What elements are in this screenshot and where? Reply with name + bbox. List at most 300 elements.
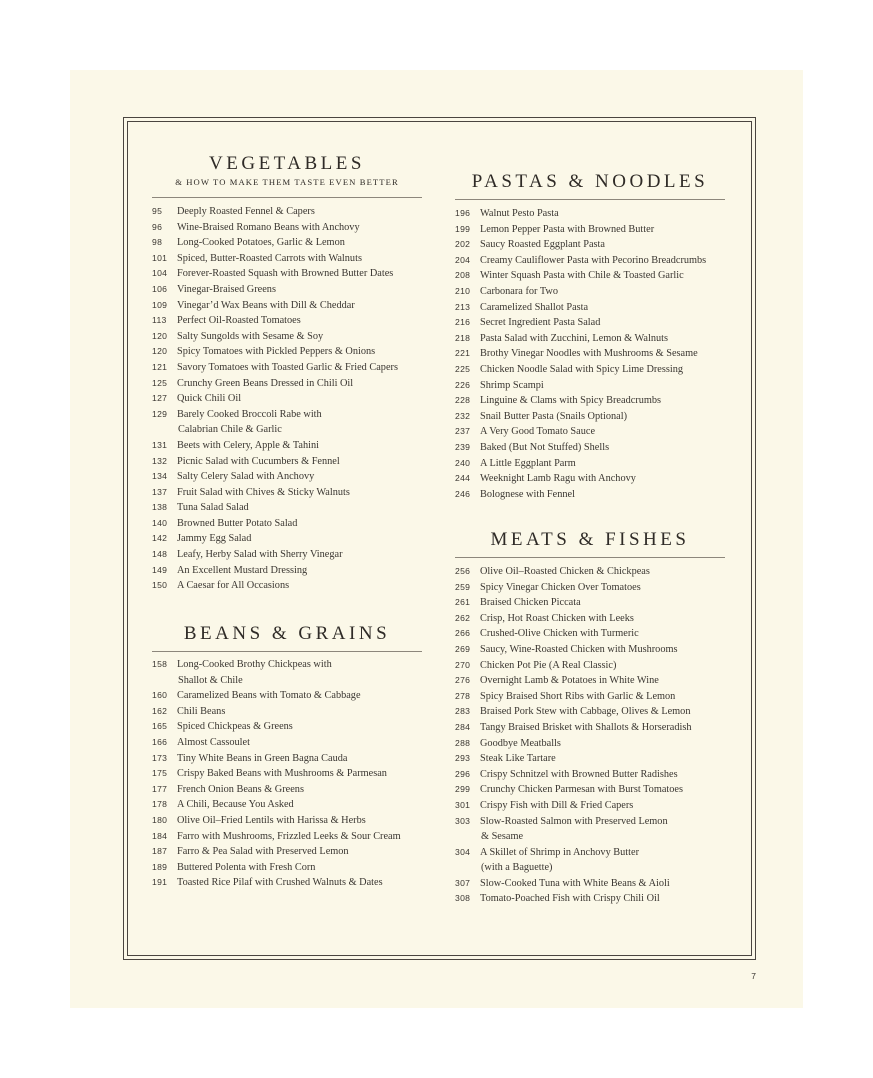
- toc-entry: [455, 268, 725, 284]
- entry-title: [480, 891, 725, 907]
- entry-title-line: Fruit Salad with Chives & Sticky Walnuts: [177, 486, 350, 498]
- toc-entry: [455, 284, 725, 300]
- entry-title-line: Savory Tomatoes with Toasted Garlic & Fried Capers: [177, 361, 398, 373]
- section-beans: [152, 623, 422, 891]
- entry-page-number: 226: [455, 379, 471, 390]
- section-meats: [455, 529, 725, 907]
- entry-page-number: 177: [152, 783, 168, 794]
- entry-page-number: 202: [455, 239, 471, 250]
- toc-entry: [455, 845, 725, 876]
- entry-title: [177, 438, 422, 454]
- entry-page-number: 101: [152, 252, 168, 263]
- entry-title: [177, 500, 422, 516]
- entry-page-number: 213: [455, 301, 471, 312]
- entry-page-number: 304: [455, 846, 471, 857]
- entry-title: [177, 813, 422, 829]
- entry-page-number: 283: [455, 706, 471, 717]
- toc-entry: [455, 471, 725, 487]
- entry-title-continuation: (with a Baguette): [481, 862, 553, 874]
- entry-title: [177, 266, 422, 282]
- entry-title-line: A Chili, Because You Asked: [177, 799, 294, 811]
- entry-page-number: 256: [455, 566, 471, 576]
- entry-title: [177, 875, 422, 891]
- entry-list-beans: [152, 657, 422, 891]
- entry-title: [177, 454, 422, 470]
- entry-title: [480, 658, 725, 674]
- entry-title: [177, 563, 422, 579]
- entry-title: [480, 782, 725, 798]
- toc-entry: [152, 875, 422, 891]
- entry-page-number: 98: [152, 237, 163, 248]
- toc-entry: [455, 611, 725, 627]
- entry-title-line: Wine-Braised Romano Beans with Anchovy: [177, 221, 360, 233]
- entry-title-line: Secret Ingredient Pasta Salad: [480, 317, 601, 329]
- entry-page-number: 131: [152, 439, 168, 450]
- entry-page-number: 308: [455, 893, 471, 904]
- entry-page-number: 288: [455, 737, 471, 748]
- entry-title: [177, 766, 422, 782]
- entry-title: [177, 797, 422, 813]
- toc-entry: [455, 891, 725, 907]
- entry-title-line: Linguine & Clams with Spicy Breadcrumbs: [480, 395, 662, 407]
- entry-page-number: 148: [152, 549, 168, 560]
- entry-page-number: 261: [455, 597, 471, 608]
- entry-title-line: Buttered Polenta with Fresh Corn: [177, 861, 316, 873]
- entry-title-line: Baked (But Not Stuffed) Shells: [480, 441, 610, 453]
- toc-entry: [455, 564, 725, 580]
- entry-title: [480, 704, 725, 720]
- entry-title-line: Spiced, Butter-Roasted Carrots with Walnuts: [177, 252, 362, 264]
- entry-title-continuation: & Sesame: [481, 831, 524, 843]
- entry-page-number: 134: [152, 471, 168, 482]
- entry-title: [480, 673, 725, 689]
- entry-title: [480, 471, 725, 487]
- entry-title-line: Goodbye Meatballs: [480, 737, 561, 749]
- entry-title: [177, 844, 422, 860]
- entry-title-line: A Skillet of Shrimp in Anchovy Butter: [480, 846, 640, 858]
- entry-title: [480, 222, 725, 238]
- toc-entry: [152, 376, 422, 392]
- entry-page-number: 150: [152, 580, 168, 591]
- toc-entry: [455, 440, 725, 456]
- entry-title: [480, 845, 725, 876]
- entry-page-number: 270: [455, 659, 471, 670]
- entry-title-line: Chili Beans: [177, 705, 226, 717]
- toc-entry: [152, 251, 422, 267]
- entry-title: [177, 782, 422, 798]
- toc-entry: [455, 658, 725, 674]
- entry-title: [177, 829, 422, 845]
- entry-title: [177, 251, 422, 267]
- toc-entry: [152, 719, 422, 735]
- entry-title-line: Picnic Salad with Cucumbers & Fennel: [177, 455, 340, 467]
- entry-page-number: 262: [455, 612, 471, 623]
- toc-entry: [455, 206, 725, 222]
- entry-title-line: Crisp, Hot Roast Chicken with Leeks: [480, 612, 634, 624]
- entry-page-number: 269: [455, 643, 471, 654]
- entry-page-number: 187: [152, 846, 168, 857]
- entry-title-line: Crispy Fish with Dill & Fried Capers: [480, 799, 634, 811]
- entry-title-line: Lemon Pepper Pasta with Browned Butter: [480, 223, 655, 235]
- entry-title: [480, 424, 725, 440]
- entry-page-number: 189: [152, 861, 168, 872]
- entry-title-line: Browned Butter Potato Salad: [177, 517, 298, 529]
- entry-title: [480, 456, 725, 472]
- toc-entry: [152, 829, 422, 845]
- toc-entry: [152, 220, 422, 236]
- entry-title: [177, 704, 422, 720]
- toc-entry: [152, 485, 422, 501]
- entry-title-line: Long-Cooked Brothy Chickpeas with: [177, 659, 332, 670]
- entry-page-number: 196: [455, 208, 471, 218]
- entry-title-line: Tomato-Poached Fish with Crispy Chili Oil: [480, 893, 660, 905]
- entry-title: [177, 516, 422, 532]
- entry-title: [177, 329, 422, 345]
- entry-title-line: Tuna Salad Salad: [177, 502, 249, 514]
- entry-page-number: 113: [152, 315, 167, 326]
- entry-title-line: Tiny White Beans in Green Bagna Cauda: [177, 752, 348, 764]
- entry-title-continuation: Shallot & Chile: [178, 674, 243, 686]
- entry-title: [480, 595, 725, 611]
- entry-page-number: 221: [455, 348, 471, 359]
- entry-title: [177, 360, 422, 376]
- entry-title: [480, 487, 725, 503]
- entry-title: [480, 378, 725, 394]
- entry-page-number: 228: [455, 395, 471, 406]
- entry-title-line: Caramelized Beans with Tomato & Cabbage: [177, 690, 361, 702]
- entry-page-number: 191: [152, 877, 168, 888]
- toc-entry: [455, 409, 725, 425]
- entry-title-line: Spicy Vinegar Chicken Over Tomatoes: [480, 581, 641, 593]
- entry-title: [177, 547, 422, 563]
- entry-title-line: French Onion Beans & Greens: [177, 783, 304, 795]
- page-number: 7: [751, 971, 756, 981]
- entry-title-line: Vinegar-Braised Greens: [177, 283, 276, 295]
- entry-title: [177, 298, 422, 314]
- entry-title-line: Pasta Salad with Zucchini, Lemon & Walnuts: [480, 332, 669, 344]
- entry-list-pastas: [455, 206, 725, 502]
- toc-entry: [455, 487, 725, 503]
- section-title-pastas: PASTAS & NOODLES: [471, 171, 709, 192]
- entry-title-line: Vinegar’d Wax Beans with Dill & Cheddar: [177, 299, 355, 311]
- entry-title-line: Beets with Celery, Apple & Tahini: [177, 439, 319, 451]
- toc-entry: [152, 563, 422, 579]
- toc-entry: [455, 378, 725, 394]
- entry-title-line: Tangy Braised Brisket with Shallots & Horseradish: [480, 721, 692, 733]
- entry-page-number: 132: [152, 455, 168, 466]
- entry-list-meats: [455, 564, 725, 907]
- toc-entry: [152, 578, 422, 594]
- entry-page-number: 120: [152, 346, 168, 357]
- entry-title: [480, 440, 725, 456]
- toc-entry: [455, 424, 725, 440]
- entry-page-number: 96: [152, 221, 163, 232]
- entry-title: [177, 344, 422, 360]
- section-subtitle-vegetables: & HOW TO MAKE THEM TASTE EVEN BETTER: [175, 177, 399, 187]
- entry-page-number: 149: [152, 564, 168, 575]
- toc-entry: [152, 782, 422, 798]
- entry-title-line: Toasted Rice Pilaf with Crushed Walnuts & Dates: [177, 877, 383, 889]
- entry-page-number: 246: [455, 488, 471, 499]
- entry-title: [177, 719, 422, 735]
- entry-title: [480, 253, 725, 269]
- entry-page-number: 204: [455, 254, 471, 265]
- entry-title-line: Chicken Noodle Salad with Spicy Lime Dressing: [480, 363, 684, 375]
- entry-title-line: Perfect Oil-Roasted Tomatoes: [177, 315, 301, 327]
- entry-title: [177, 735, 422, 751]
- entry-title: [177, 469, 422, 485]
- entry-title: [177, 657, 422, 688]
- toc-entry: [152, 657, 422, 688]
- entry-page-number: 162: [152, 705, 168, 716]
- entry-title: [480, 580, 725, 596]
- toc-entry: [152, 547, 422, 563]
- entry-page-number: 296: [455, 768, 471, 779]
- toc-entry: [152, 454, 422, 470]
- toc-entry: [455, 876, 725, 892]
- entry-title: [177, 578, 422, 594]
- toc-entry: [455, 689, 725, 705]
- entry-title-line: Chicken Pot Pie (A Real Classic): [480, 659, 617, 671]
- entry-title-line: Snail Butter Pasta (Snails Optional): [480, 410, 628, 422]
- entry-page-number: 137: [152, 486, 168, 497]
- section-rule: [455, 199, 725, 200]
- section-title-vegetables: VEGETABLES: [209, 153, 365, 174]
- entry-title-line: Overnight Lamb & Potatoes in White Wine: [480, 675, 659, 687]
- toc-entry: [152, 704, 422, 720]
- entry-page-number: 266: [455, 628, 471, 639]
- entry-title: [480, 362, 725, 378]
- toc-entry: [152, 766, 422, 782]
- entry-title-line: Salty Sungolds with Sesame & Soy: [177, 330, 324, 342]
- entry-title: [177, 860, 422, 876]
- entry-title-line: Leafy, Herby Salad with Sherry Vinegar: [177, 549, 343, 561]
- entry-title-line: Braised Pork Stew with Cabbage, Olives & Lemon: [480, 706, 691, 718]
- entry-title-line: Barely Cooked Broccoli Rabe with: [177, 408, 322, 420]
- entry-title-line: Slow-Roasted Salmon with Preserved Lemon: [480, 815, 668, 827]
- entry-page-number: 160: [152, 690, 168, 701]
- entry-page-number: 165: [152, 721, 168, 732]
- section-rule: [152, 651, 422, 652]
- entry-page-number: 120: [152, 330, 168, 341]
- entry-page-number: 129: [152, 408, 168, 419]
- toc-entry: [152, 329, 422, 345]
- entry-title: [177, 485, 422, 501]
- entry-title: [480, 720, 725, 736]
- entry-title-line: Saucy, Wine-Roasted Chicken with Mushrooms: [480, 643, 678, 655]
- toc-entry: [152, 688, 422, 704]
- section-title-beans: BEANS & GRAINS: [183, 623, 391, 644]
- entry-page-number: 180: [152, 814, 168, 825]
- entry-title: [480, 767, 725, 783]
- entry-title-line: Quick Chili Oil: [177, 393, 242, 405]
- book-page: [70, 70, 803, 1008]
- entry-page-number: 125: [152, 377, 168, 388]
- entry-page-number: 104: [152, 268, 168, 279]
- entry-page-number: 95: [152, 206, 163, 216]
- entry-page-number: 301: [455, 799, 471, 810]
- entry-title: [177, 220, 422, 236]
- entry-title-line: Salty Celery Salad with Anchovy: [177, 471, 315, 483]
- toc-entry: [455, 767, 725, 783]
- toc-entry: [152, 860, 422, 876]
- toc-entry: [455, 814, 725, 845]
- entry-title: [177, 204, 422, 220]
- entry-title-line: Spiced Chickpeas & Greens: [177, 721, 293, 733]
- entry-page-number: 225: [455, 363, 471, 374]
- entry-title-line: Farro with Mushrooms, Frizzled Leeks & Sour Cream: [177, 830, 401, 842]
- entry-title-line: Deeply Roasted Fennel & Capers: [177, 206, 315, 217]
- entry-title-line: A Caesar for All Occasions: [177, 580, 290, 592]
- entry-page-number: 158: [152, 659, 168, 669]
- entry-title: [480, 626, 725, 642]
- section-pastas: [455, 171, 725, 502]
- toc-entry: [152, 735, 422, 751]
- entry-title-line: Spicy Braised Short Ribs with Garlic & Lemon: [480, 690, 676, 702]
- entry-page-number: 299: [455, 784, 471, 795]
- toc-entry: [152, 282, 422, 298]
- entry-title: [177, 313, 422, 329]
- entry-page-number: 278: [455, 690, 471, 701]
- entry-page-number: 284: [455, 721, 471, 732]
- entry-page-number: 244: [455, 473, 471, 484]
- toc-entry: [455, 300, 725, 316]
- entry-page-number: 303: [455, 815, 471, 826]
- entry-title: [480, 268, 725, 284]
- toc-entry: [455, 362, 725, 378]
- entry-page-number: 121: [152, 361, 168, 372]
- entry-title-line: Crunchy Green Beans Dressed in Chili Oil: [177, 377, 354, 389]
- toc-entry: [455, 393, 725, 409]
- entry-title: [177, 531, 422, 547]
- entry-title: [177, 407, 422, 438]
- entry-title: [177, 282, 422, 298]
- entry-title-line: Jammy Egg Salad: [177, 533, 252, 545]
- entry-title-line: Walnut Pesto Pasta: [480, 208, 559, 219]
- entry-title-line: Slow-Cooked Tuna with White Beans & Aioli: [480, 877, 670, 889]
- entry-page-number: 175: [152, 768, 168, 779]
- toc-entry: [455, 595, 725, 611]
- section-rule: [455, 557, 725, 558]
- entry-title-line: Caramelized Shallot Pasta: [480, 301, 589, 313]
- entry-title: [480, 284, 725, 300]
- toc-entry: [455, 580, 725, 596]
- entry-list-vegetables: [152, 204, 422, 594]
- entry-title-line: Forever-Roasted Squash with Browned Butter Dates: [177, 268, 394, 280]
- toc-entry: [455, 456, 725, 472]
- entry-title: [177, 751, 422, 767]
- entry-title-line: Long-Cooked Potatoes, Garlic & Lemon: [177, 237, 345, 249]
- entry-page-number: 259: [455, 581, 471, 592]
- entry-title-continuation: Calabrian Chile & Garlic: [178, 424, 282, 436]
- toc-entry: [455, 222, 725, 238]
- entry-title-line: Carbonara for Two: [480, 285, 559, 297]
- toc-entry: [455, 642, 725, 658]
- toc-entry: [455, 751, 725, 767]
- toc-entry: [152, 344, 422, 360]
- entry-page-number: 106: [152, 283, 168, 294]
- entry-title: [480, 346, 725, 362]
- entry-title: [177, 235, 422, 251]
- toc-entry: [152, 438, 422, 454]
- entry-title: [480, 331, 725, 347]
- entry-title: [480, 206, 725, 222]
- entry-page-number: 140: [152, 517, 168, 528]
- toc-entry: [455, 798, 725, 814]
- toc-entry: [152, 469, 422, 485]
- toc-entry: [152, 266, 422, 282]
- toc-entry: [455, 237, 725, 253]
- entry-title-line: Brothy Vinegar Noodles with Mushrooms & Sesame: [480, 348, 698, 360]
- toc-entry: [455, 704, 725, 720]
- entry-title: [480, 393, 725, 409]
- entry-page-number: 210: [455, 285, 471, 296]
- section-title-meats: MEATS & FISHES: [490, 529, 690, 550]
- entry-page-number: 138: [152, 502, 168, 513]
- entry-title: [480, 611, 725, 627]
- entry-title: [480, 409, 725, 425]
- entry-page-number: 240: [455, 457, 471, 468]
- entry-title-line: Saucy Roasted Eggplant Pasta: [480, 239, 605, 251]
- entry-page-number: 218: [455, 332, 471, 343]
- entry-title-line: Steak Like Tartare: [480, 753, 556, 765]
- entry-page-number: 276: [455, 675, 471, 686]
- toc-entry: [455, 331, 725, 347]
- entry-page-number: 199: [455, 223, 471, 234]
- toc-entry: [455, 346, 725, 362]
- toc-entry: [152, 360, 422, 376]
- entry-title-line: A Little Eggplant Parm: [480, 457, 576, 469]
- entry-title: [480, 564, 725, 580]
- entry-title: [480, 736, 725, 752]
- entry-page-number: 307: [455, 877, 471, 888]
- toc-entry: [152, 531, 422, 547]
- entry-page-number: 166: [152, 736, 168, 747]
- toc-entry: [152, 751, 422, 767]
- entry-title-line: Crushed-Olive Chicken with Turmeric: [480, 628, 639, 640]
- entry-page-number: 208: [455, 270, 471, 281]
- toc-entry: [455, 720, 725, 736]
- entry-title: [177, 688, 422, 704]
- entry-title-line: Crispy Baked Beans with Mushrooms & Parmesan: [177, 768, 387, 780]
- entry-title-line: Braised Chicken Piccata: [480, 597, 581, 609]
- toc-entry: [152, 813, 422, 829]
- entry-title-line: Creamy Cauliflower Pasta with Pecorino Breadcrumbs: [480, 254, 707, 266]
- entry-page-number: 184: [152, 830, 168, 841]
- entry-title-line: Spicy Tomatoes with Pickled Peppers & Onions: [177, 346, 376, 358]
- entry-title-line: Olive Oil–Fried Lentils with Harissa & Herbs: [177, 814, 366, 826]
- entry-title: [480, 814, 725, 845]
- toc-entry: [152, 407, 422, 438]
- entry-title: [480, 876, 725, 892]
- toc-entry: [152, 235, 422, 251]
- entry-title-line: Shrimp Scampi: [480, 379, 544, 391]
- toc-entry: [152, 844, 422, 860]
- entry-title-line: An Excellent Mustard Dressing: [177, 564, 308, 576]
- toc-entry: [455, 315, 725, 331]
- entry-title: [480, 689, 725, 705]
- entry-page-number: 178: [152, 799, 168, 810]
- entry-title-line: Farro & Pea Salad with Preserved Lemon: [177, 846, 349, 858]
- entry-page-number: 109: [152, 299, 168, 310]
- entry-title: [177, 391, 422, 407]
- entry-page-number: 216: [455, 317, 471, 328]
- entry-page-number: 293: [455, 753, 471, 764]
- entry-title-line: Crunchy Chicken Parmesan with Burst Tomatoes: [480, 784, 683, 796]
- entry-title-line: Weeknight Lamb Ragu with Anchovy: [480, 473, 636, 485]
- entry-title: [177, 376, 422, 392]
- toc-entry: [455, 673, 725, 689]
